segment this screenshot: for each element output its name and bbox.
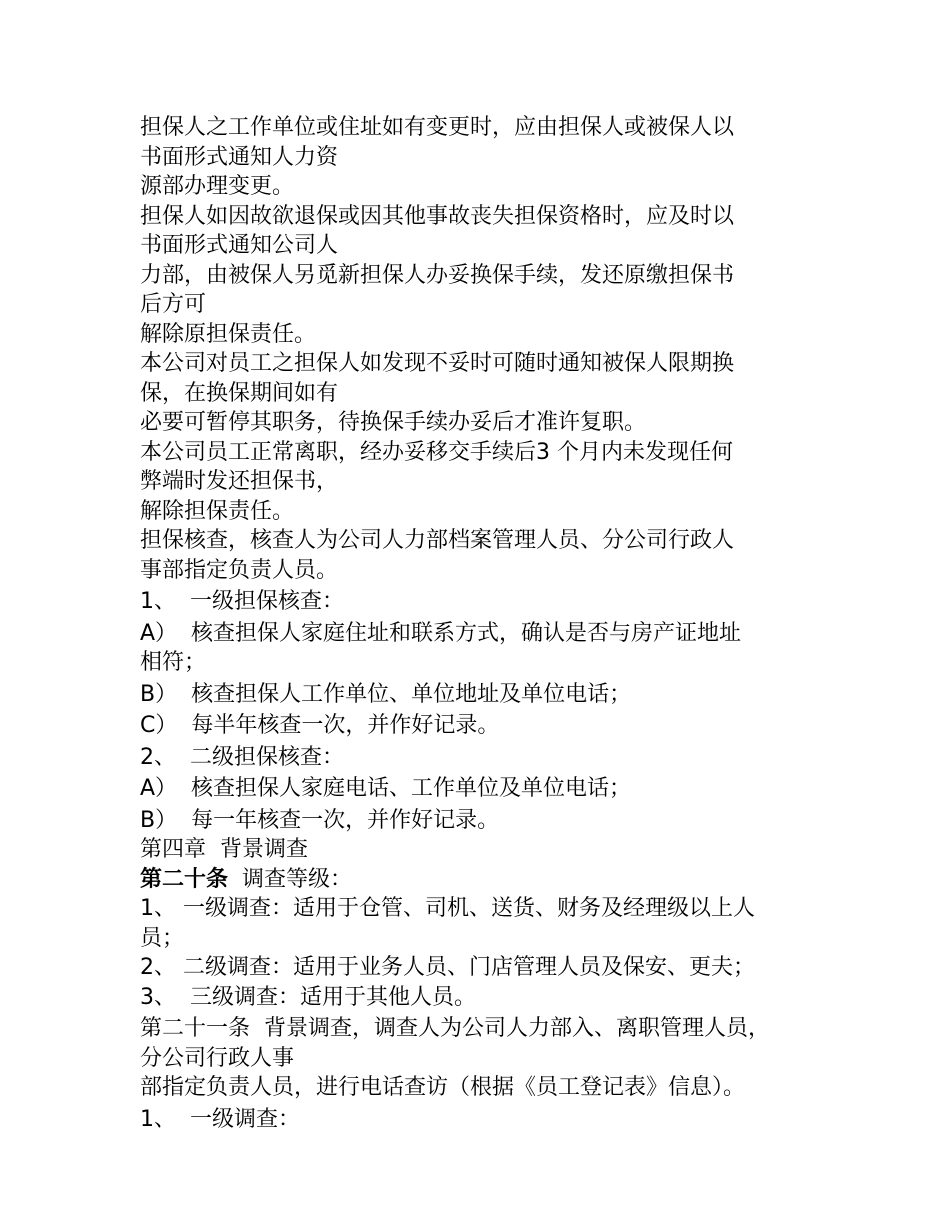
text-line: 部指定负责人员，进行电话查访（根据《员工登记表》信息）。: [140, 1075, 746, 1100]
article-text: 调查等级：: [242, 866, 353, 892]
list-item: 3、 三级调查：适用于其他人员。: [140, 984, 476, 1010]
text-line: 解除原担保责任。: [140, 321, 317, 347]
text-line: 保，在换保期间如有: [140, 380, 339, 406]
list-item: B） 每一年核查一次，并作好记录。: [140, 807, 500, 833]
text-line: 书面形式通知人力资: [140, 144, 339, 170]
article-number: 第二十条: [140, 866, 229, 892]
article-line: [140, 865, 830, 895]
text-line: 书面形式通知公司人: [140, 233, 339, 258]
article-line: 第二十一条 背景调查，调查人为公司人力部入、离职管理人员，: [140, 1016, 770, 1041]
chapter-heading: 第四章 背景调查: [140, 837, 308, 862]
list-item: C） 每半年核查一次，并作好记录。: [140, 713, 500, 738]
list-item: A） 核查担保人家庭电话、工作单位及单位电话；: [140, 776, 632, 801]
text-line: 源部办理变更。: [140, 174, 295, 199]
list-item: 1、 一级调查：适用于仓管、司机、送货、财务及经理级以上人: [140, 896, 755, 921]
list-item: B） 核查担保人工作单位、单位地址及单位电话；: [140, 681, 632, 707]
text-line: 弊端时发还担保书，: [140, 469, 339, 494]
text-line: 事部指定负责人员。: [140, 557, 339, 583]
text-line: 本公司对员工之担保人如发现不妥时可随时通知被保人限期换: [140, 351, 735, 376]
article-spacer: [228, 867, 242, 892]
list-item: 2、 二级调查：适用于业务人员、门店管理人员及保安、更夫；: [140, 955, 755, 980]
text-line: 担保核查，核查人为公司人力部档案管理人员、分公司行政人: [140, 528, 735, 553]
text-line: 力部，由被保人另觅新担保人办妥换保手续，发还原缴担保书: [140, 262, 735, 288]
text-line: 后方可: [140, 292, 207, 317]
text-line: 担保人如因故欲退保或因其他事故丧失担保资格时，应及时以: [140, 203, 735, 229]
text-line: 相符；: [140, 650, 207, 675]
text-line: 必要可暂停其职务，待换保手续办妥后才准许复职。: [140, 410, 647, 435]
text-line: 担保人之工作单位或住址如有变更时，应由担保人或被保人以: [140, 115, 735, 140]
text-line: 员；: [140, 925, 185, 951]
list-item: 2、 二级担保核查：: [140, 744, 344, 770]
text-line: 分公司行政人事: [140, 1045, 295, 1071]
list-item: A） 核查担保人家庭住址和联系方式，确认是否与房产证地址: [140, 620, 742, 646]
list-item: 1、 一级担保核查：: [140, 589, 344, 614]
list-item: 1、 一级调查：: [140, 1106, 300, 1132]
text-line: 解除担保责任。: [140, 498, 295, 524]
text-line: 本公司员工正常离职，经办妥移交手续后3 个月内未发现任何: [140, 439, 733, 465]
document-body: [140, 113, 830, 1134]
